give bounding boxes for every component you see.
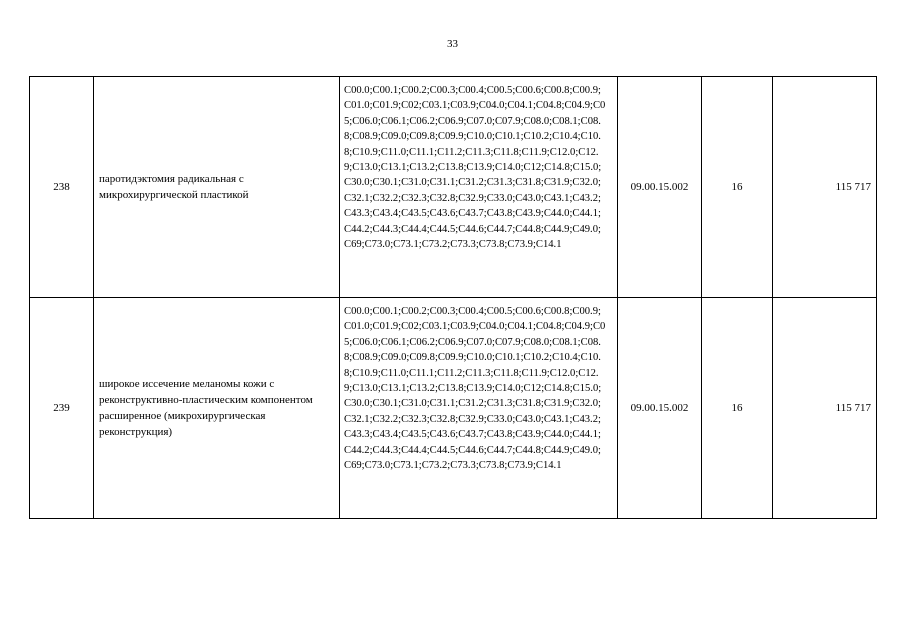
tariff-table <box>29 76 877 519</box>
row-number-cell: 238 <box>30 77 94 298</box>
coefficient-cell: 16 <box>702 77 773 298</box>
price-cell: 115 717 <box>773 77 877 298</box>
group-code-cell: 09.00.15.002 <box>618 298 702 519</box>
price-cell: 115 717 <box>773 298 877 519</box>
diagnosis-codes-cell <box>340 298 618 519</box>
group-code-cell: 09.00.15.002 <box>618 77 702 298</box>
row-number-cell: 239 <box>30 298 94 519</box>
diagnosis-codes-text: C00.0;C00.1;C00.2;C00.3;C00.4;C00.5;C00.6;C00.8;C00.9;C01.0;C01.9;C02;C03.1;C03.9;C04.0;C04.1;C04.8;C04.9;C05;C06.0;C06.1;C06.2;C06.9;C07.0;C07.9;C08.0;C08.1;C08.8;C08.9;C09.0;C09.8;C09.9;C10.0;C10.1;C10.2;C10.4;C10.8;C10.9;C11.0;C11.1;C11.2;C11.3;C11.8;C11.9;C12.0;C12.9;C13.0;C13.1;C13.2;C13.8;C13.9;C14.0;C12;C14.8;C15.0;C30.0;C30.1;C31.0;C31.1;C31.2;C31.3;C31.8;C31.9;C32.0;C32.1;C32.2;C32.3;C32.8;C32.9;C33.0;C43.0;C43.1;C43.2;C43.3;C43.4;C43.5;C43.6;C43.7;C43.8;C43.9;C44.0;C44.1;C44.2;C44.3;C44.4;C44.5;C44.6;C44.7;C44.8;C44.9;C49.0;C69;C73.0;C73.1;C73.2;C73.3;C73.8;C73.9;C14.1 <box>344 306 606 472</box>
diagnosis-codes-text: C00.0;C00.1;C00.2;C00.3;C00.4;C00.5;C00.6;C00.8;C00.9;C01.0;C01.9;C02;C03.1;C03.9;C04.0;C04.1;C04.8;C04.9;C05;C06.0;C06.1;C06.2;C06.9;C07.0;C07.9;C08.0;C08.1;C08.8;C08.9;C09.0;C09.8;C09.9;C10.0;C10.1;C10.2;C10.4;C10.8;C10.9;C11.0;C11.1;C11.2;C11.3;C11.8;C11.9;C12.0;C12.9;C13.0;C13.1;C13.2;C13.8;C13.9;C14.0;C12;C14.8;C15.0;C30.0;C30.1;C31.0;C31.1;C31.2;C31.3;C31.8;C31.9;C32.0;C32.1;C32.2;C32.3;C32.8;C32.9;C33.0;C43.0;C43.1;C43.2;C43.3;C43.4;C43.5;C43.6;C43.7;C43.8;C43.9;C44.0;C44.1;C44.2;C44.3;C44.4;C44.5;C44.6;C44.7;C44.8;C44.9;C49.0;C69;C73.0;C73.1;C73.2;C73.3;C73.8;C73.9;C14.1 <box>344 85 606 251</box>
table-row <box>30 298 877 519</box>
procedure-name-cell: паротидэктомия радикальная с микрохирургической пластикой <box>94 77 340 298</box>
table-row <box>30 77 877 298</box>
page-number: 33 <box>447 38 458 50</box>
procedure-name-cell: широкое иссечение меланомы кожи с реконструктивно-пластическим компонентом расширенное (микрохирургическая реконструкция) <box>94 298 340 519</box>
diagnosis-codes-cell <box>340 77 618 298</box>
coefficient-cell: 16 <box>702 298 773 519</box>
